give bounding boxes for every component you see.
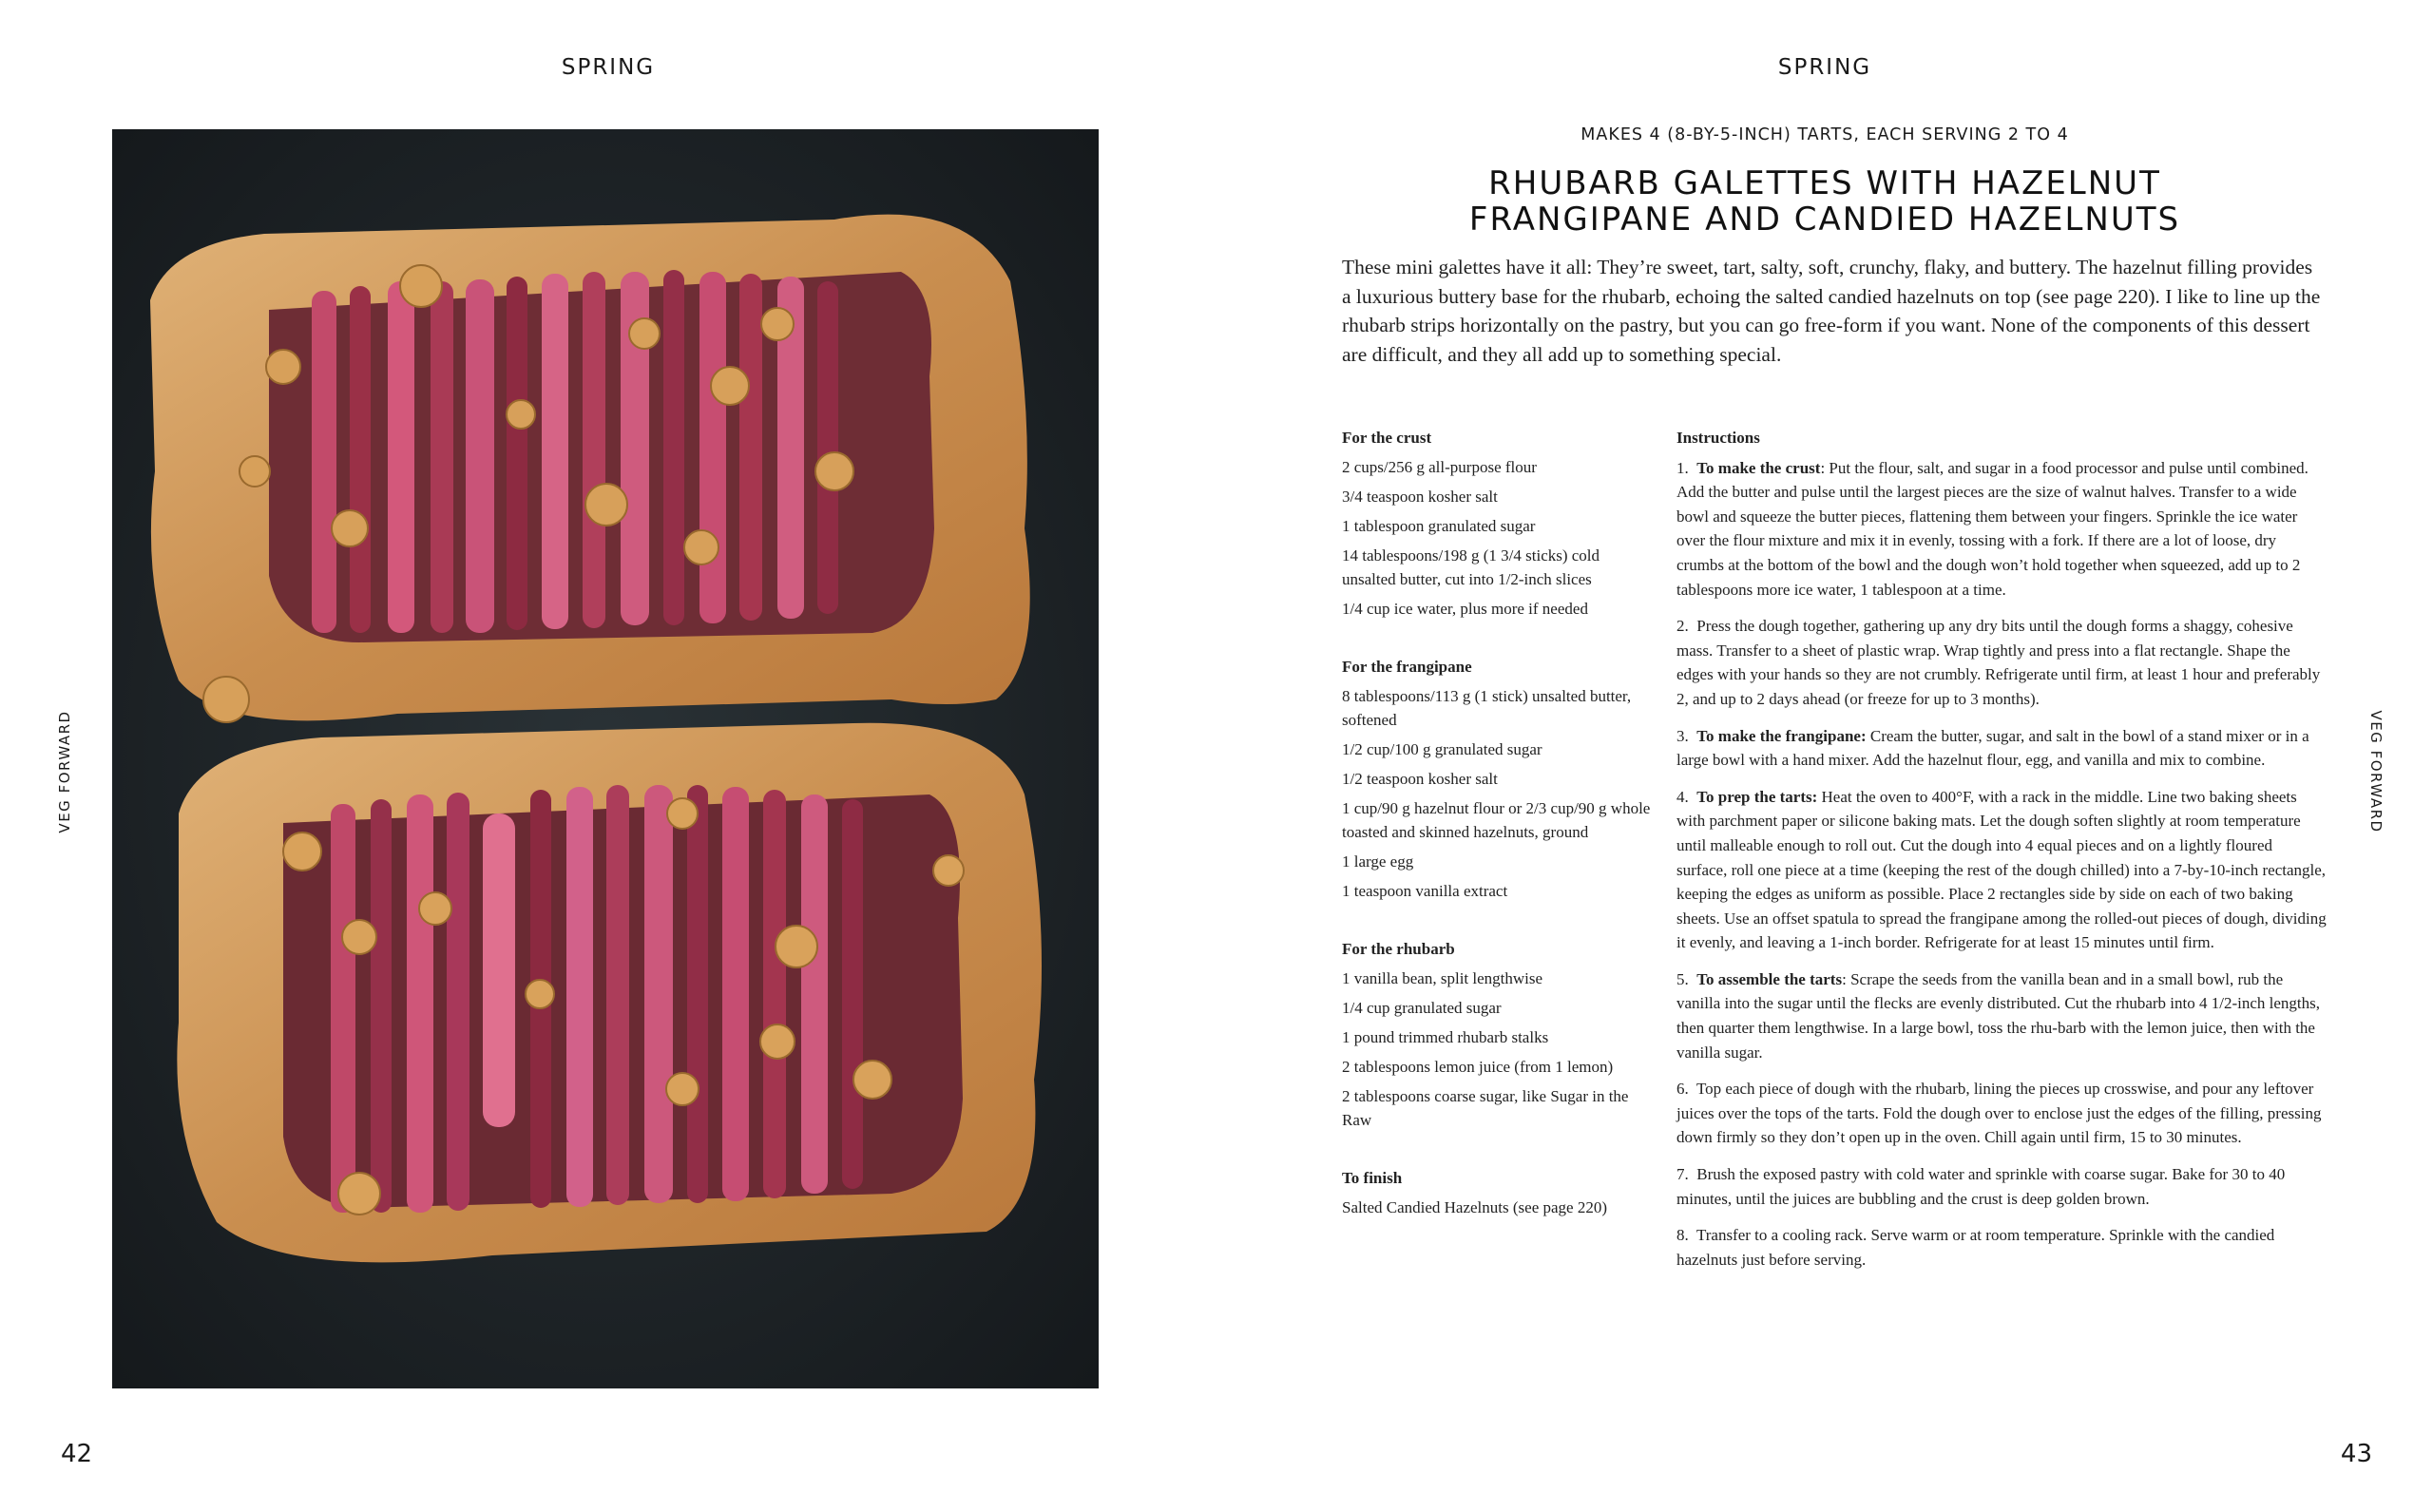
step-lead: To prep the tarts: bbox=[1696, 787, 1818, 806]
ingredient-item: 1 vanilla bean, split lengthwise bbox=[1342, 969, 1543, 987]
ingredient-item: 1 tablespoon granulated sugar bbox=[1342, 517, 1536, 535]
step-text: Cream the butter, sugar, and salt in the bowl of a stand mixer or in a large bowl with a hand mixer. Add the hazelnut flour, egg, and vanilla and mix to combine. bbox=[1676, 726, 2309, 770]
ingredient-group-crust bbox=[1342, 426, 1656, 621]
galette-photo bbox=[112, 129, 1099, 1388]
step-number: 3. bbox=[1676, 726, 1689, 745]
step-lead: To make the frangipane: bbox=[1696, 726, 1867, 745]
ingredient-item: 1 cup/90 g hazelnut flour or 2/3 cup/90 g whole toasted and skinned hazelnuts, ground bbox=[1342, 799, 1651, 841]
step-number: 6. bbox=[1676, 1080, 1689, 1099]
step-number: 7. bbox=[1676, 1165, 1689, 1184]
ingredient-group-rhubarb bbox=[1342, 937, 1656, 1132]
ingredient-item: 2 tablespoons lemon juice (from 1 lemon) bbox=[1342, 1058, 1614, 1076]
step-number: 1. bbox=[1676, 458, 1689, 477]
ingredient-item: 8 tablespoons/113 g (1 stick) unsalted butter, softened bbox=[1342, 687, 1632, 729]
ingredient-item: 1 large egg bbox=[1342, 852, 1414, 871]
ingredient-item: 1 pound trimmed rhubarb stalks bbox=[1342, 1028, 1549, 1046]
galette-illustration bbox=[112, 129, 1099, 1388]
step-text: Scrape the seeds from the vanilla bean and in a small bowl, rub the vanilla into the sugar until the flecks are evenly distributed. Cut the rhubarb into 4 1/2-inch lengths, then quarter them lengthwise. In a large bowl, toss the rhu-barb with the lemon juice, then with the vanilla sugar. bbox=[1676, 969, 2321, 1062]
left-side-label: VEG FORWARD bbox=[56, 710, 73, 833]
ingredient-group-heading: For the frangipane bbox=[1342, 658, 1472, 676]
ingredient-list bbox=[1342, 684, 1656, 903]
step-separator: : bbox=[1820, 458, 1830, 477]
ingredient-item: 1 teaspoon vanilla extract bbox=[1342, 882, 1508, 900]
step-number: 2. bbox=[1676, 617, 1689, 636]
ingredients-column bbox=[1342, 426, 1656, 1254]
instructions-column bbox=[1676, 426, 2327, 1284]
ingredient-item: 14 tablespoons/198 g (1 3/4 sticks) cold unsalted butter, cut into 1/2-inch slices bbox=[1342, 546, 1600, 588]
recipe-yield: MAKES 4 (8-BY-5-INCH) TARTS, EACH SERVING 2 TO 4 bbox=[1580, 125, 2069, 144]
right-side-label: VEG FORWARD bbox=[2367, 710, 2385, 833]
right-page-number: 43 bbox=[2340, 1440, 2372, 1468]
left-section-header: SPRING bbox=[561, 55, 656, 80]
step-text: Press the dough together, gathering up any dry bits until the dough forms a shaggy, cohesive mass. Transfer to a sheet of plastic wrap. Wrap tightly and press into a flat rectangle. Shape the edges with your hands so they are not crumbly. Refrigerate until firm, at least 1 hour and preferably 2, and up to 2 days ahead (or freeze for up to 3 months). bbox=[1676, 617, 2321, 708]
ingredient-list bbox=[1342, 1196, 1656, 1219]
instruction-step bbox=[1676, 1162, 2327, 1211]
ingredient-item: 1/2 cup/100 g granulated sugar bbox=[1342, 740, 1542, 758]
recipe-title bbox=[1216, 165, 2433, 238]
ingredient-group-finish bbox=[1342, 1166, 1656, 1219]
ingredient-group-heading: For the crust bbox=[1342, 429, 1432, 447]
ingredient-item: 2 cups/256 g all-purpose flour bbox=[1342, 458, 1537, 476]
ingredient-item: 1/4 cup granulated sugar bbox=[1342, 999, 1502, 1017]
ingredient-item: 1/4 cup ice water, plus more if needed bbox=[1342, 600, 1588, 618]
ingredient-list bbox=[1342, 967, 1656, 1132]
step-text: Put the flour, salt, and sugar in a food processor and pulse until combined. Add the butter and pulse until the largest pieces are the size of walnut halves. Transfer to a wide bowl and squeeze the butter pieces, flattening them between your fingers. Sprinkle the ice water over the flour mixture and mix it in evenly, tossing with a fork. If there are a lot of loose, dry crumbs at the bottom of the bowl and the dough won’t hold together when squeezed, add up to 2 tablespoons more ice water, 1 tablespoon at a time. bbox=[1676, 458, 2308, 599]
recipe-title-line: RHUBARB GALETTES WITH HAZELNUT bbox=[1488, 164, 2161, 202]
right-page bbox=[1216, 0, 2433, 1512]
recipe-title-line: FRANGIPANE AND CANDIED HAZELNUTS bbox=[1468, 201, 2181, 239]
instruction-step bbox=[1676, 785, 2327, 955]
recipe-intro: These mini galettes have it all: They’re sweet, tart, salty, soft, crunchy, flaky, and buttery. The hazelnut filling provides a luxurious buttery base for the rhubarb, echoing the salted candied hazelnuts on top (see page 220). I like to line up the rhubarb strips horizontally on the pastry, but you can go free-form if you want. None of the components of this dessert are difficult, and they all add up to something special. bbox=[1342, 256, 2321, 366]
instruction-step bbox=[1676, 456, 2327, 603]
step-text: Top each piece of dough with the rhubarb, lining the pieces up crosswise, and pour any leftover juices over the tops of the tarts. Fold the dough over to enclose just the edges of the filling, pressing down firmly so they don’t open up in the oven. Chill again until firm, 15 to 30 minutes. bbox=[1676, 1080, 2322, 1147]
left-page-number: 42 bbox=[61, 1440, 93, 1468]
ingredient-list bbox=[1342, 455, 1656, 621]
step-number: 5. bbox=[1676, 969, 1689, 988]
right-section-header: SPRING bbox=[1777, 55, 1872, 80]
ingredient-group-heading: To finish bbox=[1342, 1169, 1403, 1187]
step-number: 8. bbox=[1676, 1226, 1689, 1245]
instruction-step bbox=[1676, 1077, 2327, 1150]
ingredient-group-heading: For the rhubarb bbox=[1342, 940, 1455, 958]
step-text: Brush the exposed pastry with cold water and sprinkle with coarse sugar. Bake for 30 to 40 minutes, until the juices are bubbling and the crust is deep golden brown. bbox=[1676, 1165, 2286, 1208]
instruction-step bbox=[1676, 967, 2327, 1064]
instructions-heading: Instructions bbox=[1676, 429, 1760, 447]
step-separator: : bbox=[1842, 969, 1851, 988]
ingredient-group-frangipane bbox=[1342, 655, 1656, 903]
ingredient-item: 2 tablespoons coarse sugar, like Sugar in the Raw bbox=[1342, 1087, 1629, 1129]
instruction-steps bbox=[1676, 456, 2327, 1273]
step-lead: To assemble the tarts bbox=[1696, 969, 1843, 988]
step-lead: To make the crust bbox=[1696, 458, 1821, 477]
step-number: 4. bbox=[1676, 787, 1689, 806]
ingredient-item: 1/2 teaspoon kosher salt bbox=[1342, 770, 1498, 788]
step-text: Heat the oven to 400°F, with a rack in the middle. Line two baking sheets with parchment paper or silicone baking mats. Let the dough soften slightly at room temperature until malleable enough to roll out. Cut the dough into 4 equal pieces and on a lightly floured surface, roll one piece at a time (keeping the rest of the dough chilled) into a 7-by-10-inch rectangle, keeping the edges as uniform as possible. Place 2 rectangles side by side on each of two baking sheets. Use an offset spatula to spread the frangipane among the rolled-out pieces of dough, dividing it evenly, and leaving a 1-inch border. Refrigerate for at least 15 minutes until firm. bbox=[1676, 787, 2327, 952]
instruction-step bbox=[1676, 614, 2327, 711]
left-page bbox=[0, 0, 1216, 1512]
ingredient-item: 3/4 teaspoon kosher salt bbox=[1342, 488, 1498, 506]
instruction-step bbox=[1676, 1223, 2327, 1272]
ingredient-item: Salted Candied Hazelnuts (see page 220) bbox=[1342, 1198, 1607, 1216]
instruction-step bbox=[1676, 724, 2327, 773]
step-text: Transfer to a cooling rack. Serve warm or at room temperature. Sprinkle with the candied hazelnuts just before serving. bbox=[1676, 1226, 2275, 1269]
